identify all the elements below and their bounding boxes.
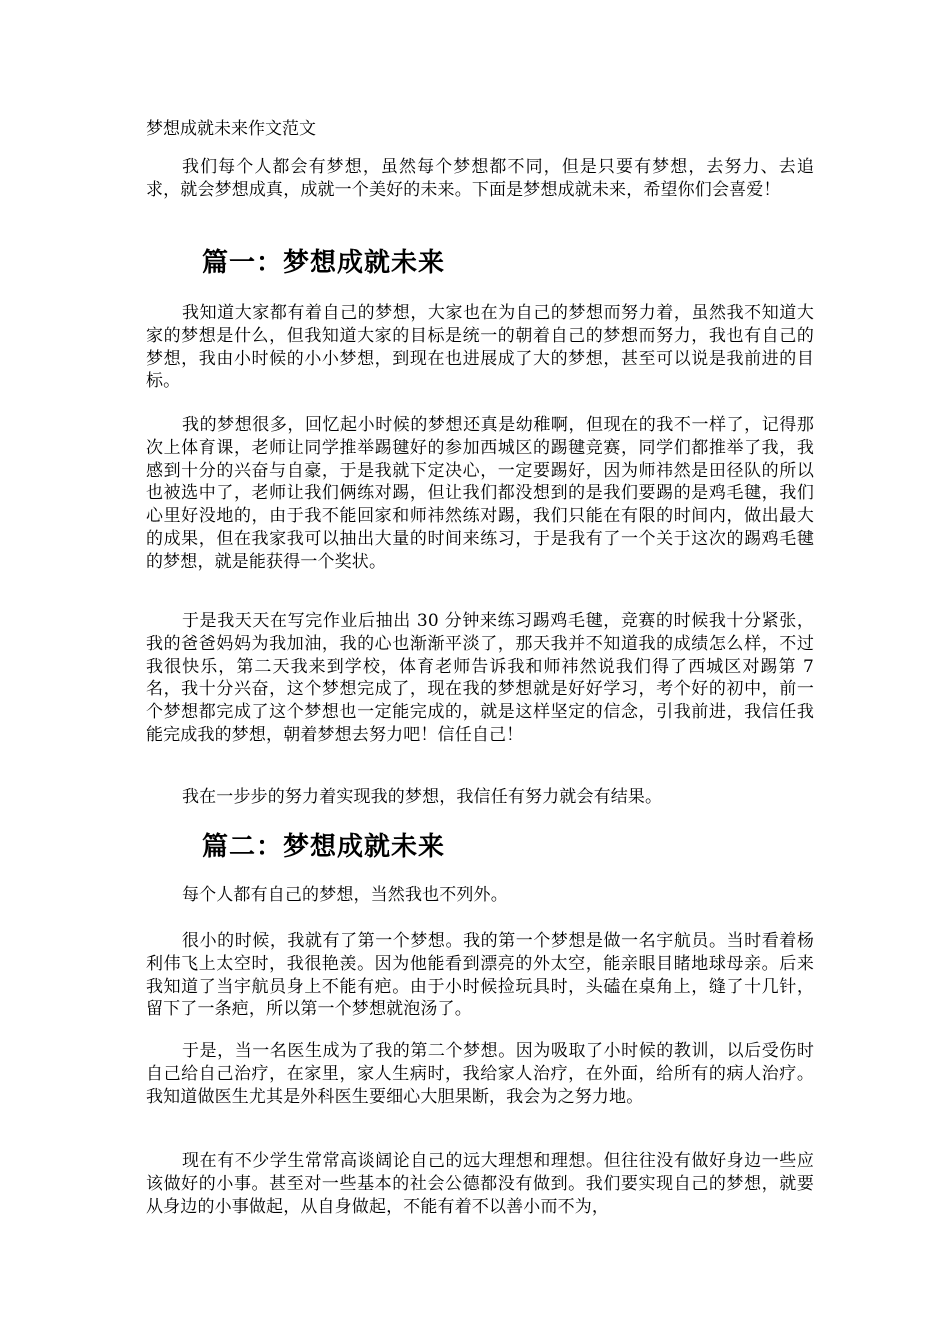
section-heading-2: 篇二：梦想成就未来: [202, 832, 446, 862]
section2-paragraph: 很小的时候，我就有了第一个梦想。我的第一个梦想是做一名宇航员。当时看着杨利伟飞上太空时，我很艳羡。因为他能看到漂亮的外太空，能亲眼目睹地球母亲。后来我知道了当宇航员身上不能有疤。由于小时候捡玩具时，头磕在桌角上，缝了十几针，留下了一条疤，所以第一个梦想就泡汤了。: [146, 931, 814, 1020]
document-title: 梦想成就未来作文范文: [146, 119, 316, 139]
section2-paragraph: 每个人都有自己的梦想，当然我也不列外。: [182, 885, 508, 905]
intro-paragraph: 我们每个人都会有梦想，虽然每个梦想都不同，但是只要有梦想，去努力、去追求，就会梦想成真，成就一个美好的未来。下面是梦想成就未来，希望你们会喜爱！: [146, 157, 814, 200]
section2-paragraph: 于是，当一名医生成为了我的第二个梦想。因为吸取了小时候的教训，以后受伤时自己给自己治疗，在家里，家人生病时，我给家人治疗，在外面，给所有的病人治疗。我知道做医生尤其是外科医生要细心大胆果断，我会为之努力地。: [146, 1041, 814, 1107]
section1-paragraph: 我在一步步的努力着实现我的梦想，我信任有努力就会有结果。: [182, 787, 663, 807]
section2-paragraph: 现在有不少学生常常高谈阔论自己的远大理想和理想。但往往没有做好身边一些应该做好的小事。甚至对一些基本的社会公德都没有做到。我们要实现自己的梦想，就要从身边的小事做起，从自身做起，不能有着不以善小而不为，: [146, 1151, 814, 1217]
section-heading-1: 篇一：梦想成就未来: [202, 248, 446, 278]
section1-paragraph: 我知道大家都有着自己的梦想，大家也在为自己的梦想而努力着，虽然我不知道大家的梦想是什么，但我知道大家的目标是统一的朝着自己的梦想而努力，我也有自己的梦想，我由小时候的小小梦想，到现在也进展成了大的梦想，甚至可以说是我前进的目标。: [146, 303, 814, 392]
section1-paragraph: 我的梦想很多，回忆起小时候的梦想还真是幼稚啊，但现在的我不一样了，记得那次上体育课，老师让同学推举踢毽好的参加西城区的踢毽竞赛，同学们都推举了我，我感到十分的兴奋与自豪，于是我就下定决心，一定要踢好，因为师祎然是田径队的所以也被选中了，老师让我们俩练对踢，但让我们都没想到的是我们要踢的是鸡毛毽，我们心里好没地的，由于我不能回家和师祎然练对踢，我们只能在有限的时间内，做出最大的成果，但在我家我可以抽出大量的时间来练习，于是我有了一个关于这次的踢鸡毛毽的梦想，就是能获得一个奖状。: [146, 415, 814, 572]
section1-paragraph: 于是我天天在写完作业后抽出 30 分钟来练习踢鸡毛毽，竞赛的时候我十分紧张，我的爸爸妈妈为我加油，我的心也渐渐平淡了，那天我并不知道我的成绩怎么样，不过我很快乐，第二天我来到学校，体育老师告诉我和师祎然说我们得了西城区对踢第 7 名，我十分兴奋，这个梦想完成了，现在我的梦想就是好好学习，考个好的初中，前一个梦想都完成了这个梦想也一定能完成的，就是这样坚定的信念，引我前进，我信任我能完成我的梦想，朝着梦想去努力吧！信任自己！: [146, 611, 814, 745]
